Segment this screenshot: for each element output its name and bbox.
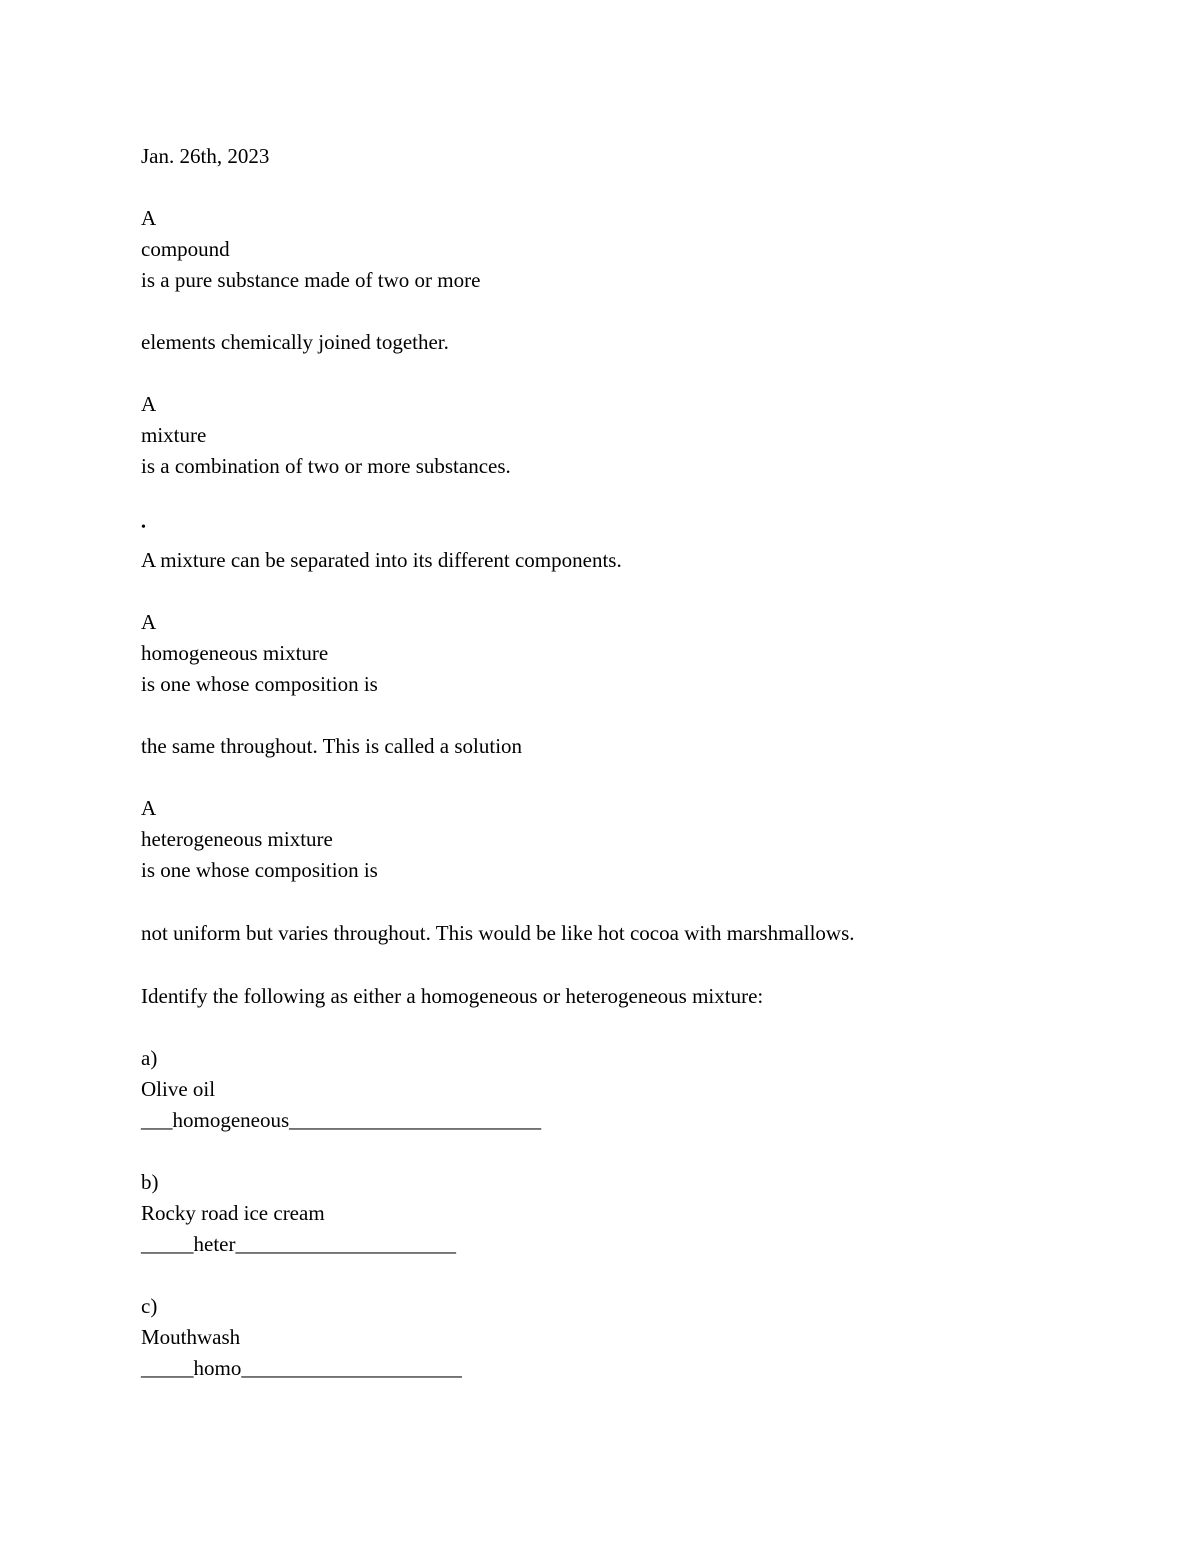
question-c-label: c) <box>141 1294 158 1318</box>
document-date: Jan. 26th, 2023 <box>141 144 270 168</box>
heterogeneous-term: heterogeneous mixture <box>141 827 333 851</box>
question-c-answer: _____homo_____________________ <box>141 1356 462 1380</box>
homogeneous-term: homogeneous mixture <box>141 641 329 665</box>
mixture-article: A <box>141 392 157 416</box>
question-c-item: Mouthwash <box>141 1325 241 1349</box>
compound-article: A <box>141 206 157 230</box>
compound-definition-line-2: elements chemically joined together. <box>141 330 449 354</box>
compound-term: compound <box>141 237 230 261</box>
instructions: Identify the following as either a homogeneous or heterogeneous mixture: <box>141 984 764 1008</box>
question-b-label: b) <box>141 1170 159 1194</box>
question-a-label: a) <box>141 1046 158 1070</box>
homogeneous-definition-line-1: is one whose composition is <box>141 672 378 696</box>
homogeneous-article: A <box>141 610 157 634</box>
heterogeneous-definition-line-2: not uniform but varies throughout. This would be like hot cocoa with marshmallows. <box>141 921 855 945</box>
mixture-bullet-text: A mixture can be separated into its different components. <box>141 548 622 572</box>
question-b-item: Rocky road ice cream <box>141 1201 325 1225</box>
bullet-icon: • <box>141 520 146 535</box>
compound-definition-line-1: is a pure substance made of two or more <box>141 268 481 292</box>
heterogeneous-article: A <box>141 796 157 820</box>
question-a-item: Olive oil <box>141 1077 216 1101</box>
question-b-answer: _____heter_____________________ <box>141 1232 456 1256</box>
question-a-answer: ___homogeneous________________________ <box>141 1108 542 1132</box>
heterogeneous-definition-line-1: is one whose composition is <box>141 858 378 882</box>
mixture-term: mixture <box>141 423 207 447</box>
homogeneous-definition-line-2: the same throughout. This is called a solution <box>141 734 523 758</box>
mixture-definition: is a combination of two or more substances. <box>141 454 511 478</box>
